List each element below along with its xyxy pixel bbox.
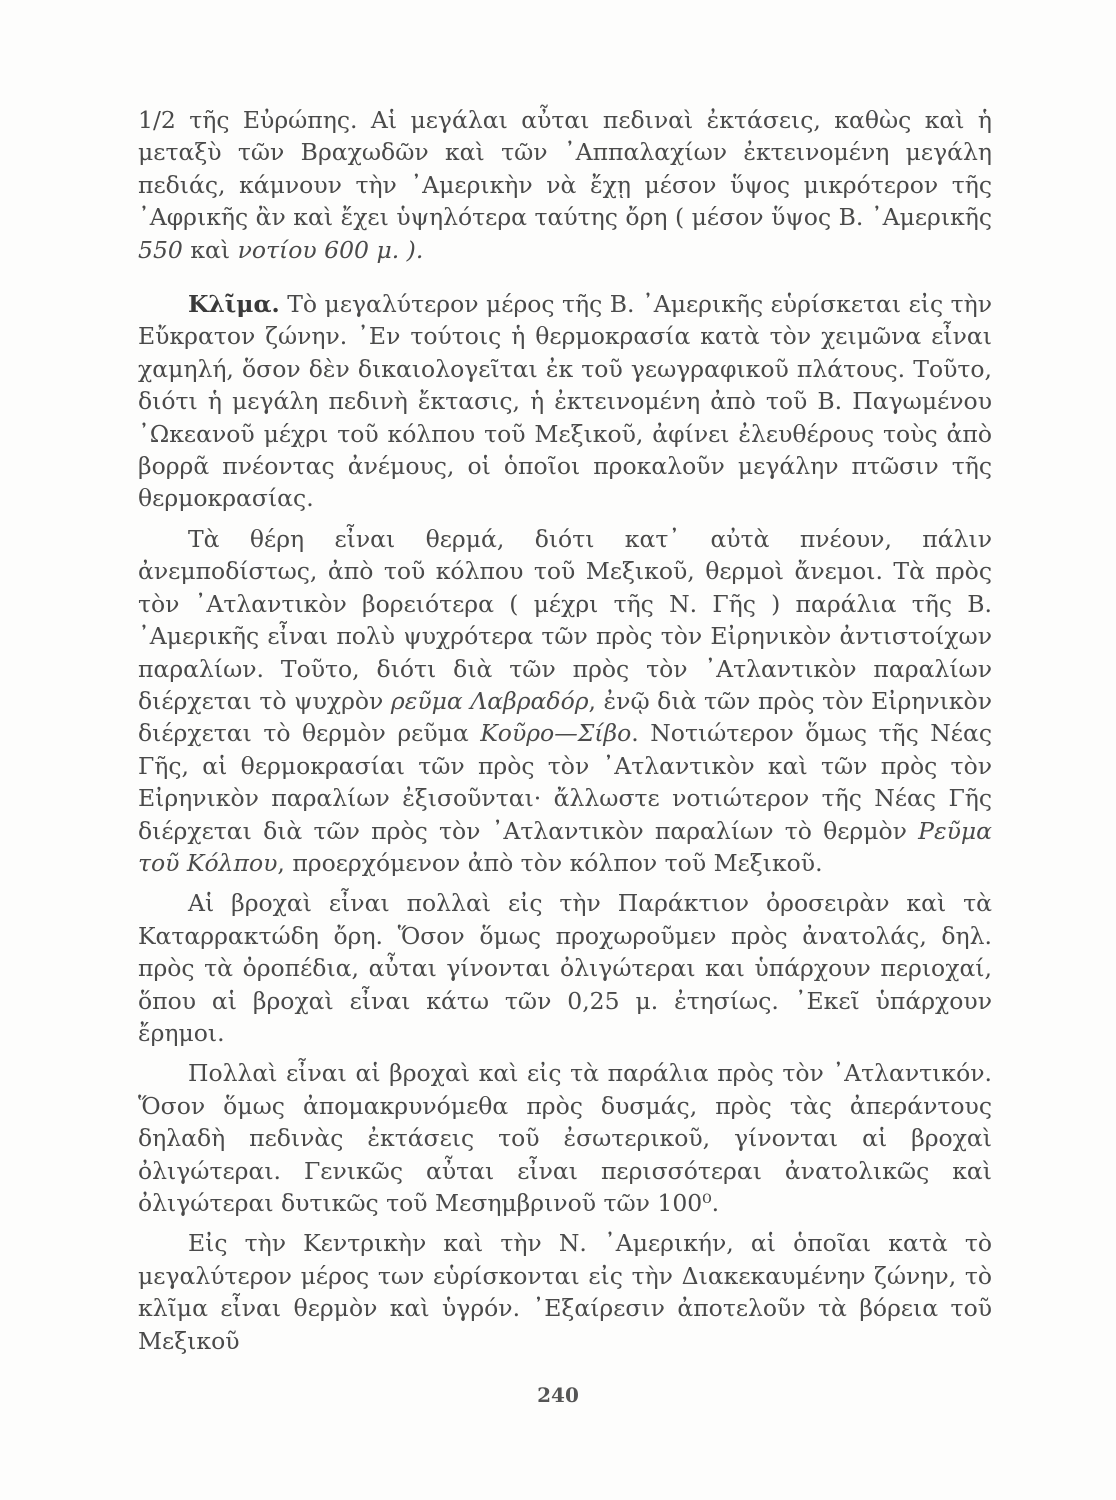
kuroshio-current: Κοῦρο—Σίβο	[480, 719, 632, 748]
elevation-value: 550	[138, 235, 183, 264]
paragraph-relief-text: 1/2 τῆς Εὐρώπης. Αἱ μεγάλαι αὖται πεδιναὶ ἐκτάσεις, καθὼς καὶ ἡ μεταξὺ τῶν Βραχωδῶν καὶ τῶν ᾽Αππαλαχίων ἐκτεινομένη μεγάλη πεδιάς, κάμνουν τὴν ᾽Αμερικὴν νὰ ἔχῃ μέσον ὕψος μικρότερον τῆς ᾽Αφρικῆς ἂν καὶ ἔχει ὑψηλότερα ταύτης ὄρη ( μέσον ὕψος Β. ᾽Αμερικῆς	[138, 106, 992, 232]
page-number: 240	[537, 1383, 579, 1407]
gulf-stream: Ρεῦμα τοῦ Κόλπου	[138, 816, 992, 877]
paragraph-summers-text-2: , ἐνῷ διὰ τῶν πρὸς τὸν Εἰρηνικὸν διέρχεται τὸ θερμὸν ρεῦμα	[138, 686, 992, 748]
labrador-current: ρεῦμα Λαβραδόρ	[390, 686, 589, 715]
body-text	[138, 104, 992, 1357]
paragraph-relief-end: νοτίου 600 μ. ).	[237, 235, 424, 264]
paragraph-relief	[138, 104, 992, 266]
paragraph-summers-text-4: , προερχόμενον ἀπὸ τὸν κόλπον τοῦ Μεξικοῦ.	[277, 848, 823, 877]
paragraph-climate	[138, 288, 992, 515]
paragraph-summers-text-1: Τὰ θέρη εἶναι θερμά, διότι κατ᾽ αὐτὰ πνέουν, πάλιν ἀνεμποδίστως, ἀπὸ τοῦ κόλπου τοῦ Μεξικοῦ, θερμοὶ ἄνεμοι. Τὰ πρὸς τὸν ᾽Ατλαντικὸν βορειότερα ( μέχρι τῆς Ν. Γῆς ) παράλια τῆς Β. ᾽Αμερικῆς εἶναι πολὺ ψυχρότερα τῶν πρὸς τὸν Εἰρηνικὸν ἀντιστοίχων παραλίων. Τοῦτο, διότι διὰ τῶν πρὸς τὸν ᾽Ατλαντικὸν παραλίων διέρχεται τὸ ψυχρὸν	[138, 524, 992, 715]
paragraph-rains-west: Αἱ βροχαὶ εἶναι πολλαὶ εἰς τὴν Παράκτιον ὀροσειρὰν καὶ τὰ Καταρρακτώδη ὄρη. Ὅσον ὅμως προχωροῦμεν πρὸς ἀνατολάς, δηλ. πρὸς τὰ ὀροπέδια, αὖται γίνονται ὀλιγώτεραι και ὑπάρχουν περιοχαί, ὅπου αἱ βροχαὶ εἶναι κάτω τῶν 0,25 μ. ἐτησίως. ᾽Εκεῖ ὑπάρχουν ἔρημοι.	[138, 889, 992, 1047]
paragraph-summers-text-3: . Νοτιώτερον ὅμως τῆς Νέας Γῆς, αἱ θερμοκρασίαι τῶν πρὸς τὸν ᾽Ατλαντικὸν καὶ τῶν πρὸς τὸν Εἰρηνικὸν παραλίων ἐξισοῦνται· ἄλλωστε νοτιώτερον τῆς Νέας Γῆς διέρχεται διὰ τῶν πρὸς τὸν ᾽Ατλαντικὸν παραλίων τὸ θερμὸν	[138, 719, 992, 845]
paragraph-relief-conj: καὶ	[182, 235, 238, 264]
section-heading-climate: Κλῖμα.	[188, 290, 280, 319]
paragraph-rains-east: Πολλαὶ εἶναι αἱ βροχαὶ καὶ εἰς τὰ παράλια πρὸς τὸν ᾽Ατλαντικόν. Ὅσον ὅμως ἀπομακρυνόμεθα πρὸς δυσμάς, πρὸς τὰς ἀπεράντους δηλαδὴ πεδινὰς ἐκτάσεις τοῦ ἐσωτερικοῦ, γίνονται αἱ βροχαὶ ὀλιγώτεραι. Γενικῶς αὖται εἶναι περισσότεραι ἀνατολικῶς καὶ ὀλιγώτεραι δυτικῶς τοῦ Μεσημβρινοῦ τῶν 100⁰.	[138, 1059, 992, 1217]
paragraph-summers	[138, 523, 992, 879]
paragraph-central-south: Εἰς τὴν Κεντρικὴν καὶ τὴν Ν. ᾽Αμερικήν, αἱ ὁποῖαι κατὰ τὸ μεγαλύτερον μέρος των εὑρίσκονται εἰς τὴν Διακεκαυμένην ζώνην, τὸ κλῖμα εἶναι θερμὸν καὶ ὑγρόν. ᾽Εξαίρεσιν ἀποτελοῦν τὰ βόρεια τοῦ Μεξικοῦ	[138, 1229, 992, 1355]
paragraph-climate-text: Τὸ μεγαλύτερον μέρος τῆς Β. ᾽Αμερικῆς εὑρίσκεται εἰς τὴν Εὔκρατον ζώνην. ᾽Εν τούτοις ἡ θερμοκρασία κατὰ τὸν χειμῶνα εἶναι χαμηλή, ὅσον δὲν δικαιολογεῖται ἐκ τοῦ γεωγραφικοῦ πλάτους. Τοῦτο, διότι ἡ μεγάλη πεδινὴ ἔκτασις, ἡ ἐκτεινομένη ἀπὸ τοῦ Β. Παγωμένου ᾽Ωκεανοῦ μέχρι τοῦ κόλπου τοῦ Μεξικοῦ, ἀφίνει ἐλευθέρους τοὺς ἀπὸ βορρᾶ πνέοντας ἀνέμους, οἱ ὁποῖοι προκαλοῦν μεγάλην πτῶσιν τῆς θερμοκρασίας.	[138, 290, 992, 513]
